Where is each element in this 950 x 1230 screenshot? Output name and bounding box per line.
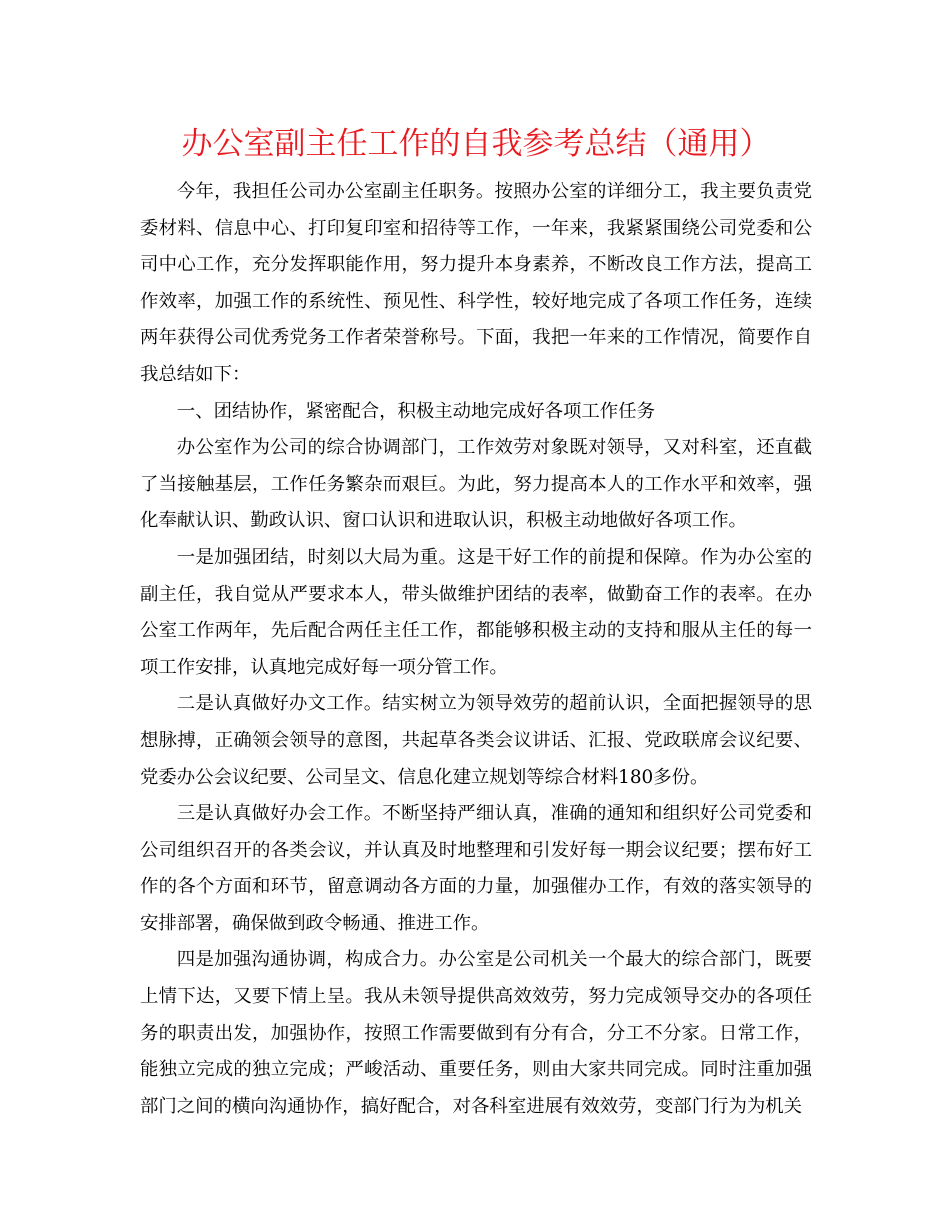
section-heading-1: 一、团结协作，紧密配合，积极主动地完成好各项工作任务: [176, 400, 655, 422]
paragraph-point-1: 一是加强团结，时刻以大局为重。这是干好工作的前提和保障。作为办公室的副主任，我自觉从严要求本人，带头做维护团结的表率，做勤奋工作的表率。在办公室工作两年，先后配合两任主任工作，都能够积极主动的支持和服从主任的每一项工作安排，认真地完成好每一项分管工作。: [140, 546, 812, 678]
document-title: 办公室副主任工作的自我参考总结（通用）: [181, 126, 771, 162]
paragraph-point-2: 二是认真做好办文工作。结实树立为领导效劳的超前认识，全面把握领导的思想脉搏，正确领会领导的意图，共起草各类会议讲话、汇报、党政联席会议纪要、党委办公会议纪要、公司呈文、信息化建立规划等综合材料180多份。: [140, 693, 812, 788]
paragraph-point-4: 四是加强沟通协调，构成合力。办公室是公司机关一个最大的综合部门，既要上情下达，又要下情上呈。我从未领导提供高效效劳，努力完成领导交办的各项任务的职责出发，加强协作，按照工作需要做到有分有合，分工不分家。日常工作，能独立完成的独立完成；严峻活动、重要任务，则由大家共同完成。同时注重加强部门之间的横向沟通协作，搞好配合，对各科室进展有效效劳，变部门行为为机关: [140, 949, 812, 1117]
document-page: [140, 118, 812, 1125]
paragraph-section-1-intro: 办公室作为公司的综合协调部门，工作效劳对象既对领导，又对科室，还直截了当接触基层，工作任务繁杂而艰巨。为此，努力提高本人的工作水平和效率，强化奉献认识、勤政认识、窗口认识和进取认识，积极主动地做好各项工作。: [140, 437, 812, 532]
paragraph-intro: 今年，我担任公司办公室副主任职务。按照办公室的详细分工，我主要负责党委材料、信息中心、打印复印室和招待等工作，一年来，我紧紧围绕公司党委和公司中心工作，充分发挥职能作用，努力提升本身素养，不断改良工作方法，提高工作效率，加强工作的系统性、预见性、科学性，较好地完成了各项工作任务，连续两年获得公司优秀党务工作者荣誉称号。下面，我把一年来的工作情况，简要作自我总结如下：: [140, 181, 812, 385]
paragraph-point-3: 三是认真做好办会工作。不断坚持严细认真，准确的通知和组织好公司党委和公司组织召开的各类会议，并认真及时地整理和引发好每一期会议纪要；摆布好工作的各个方面和环节，留意调动各方面的力量，加强催办工作，有效的落实领导的安排部署，确保做到政令畅通、推进工作。: [140, 803, 812, 934]
